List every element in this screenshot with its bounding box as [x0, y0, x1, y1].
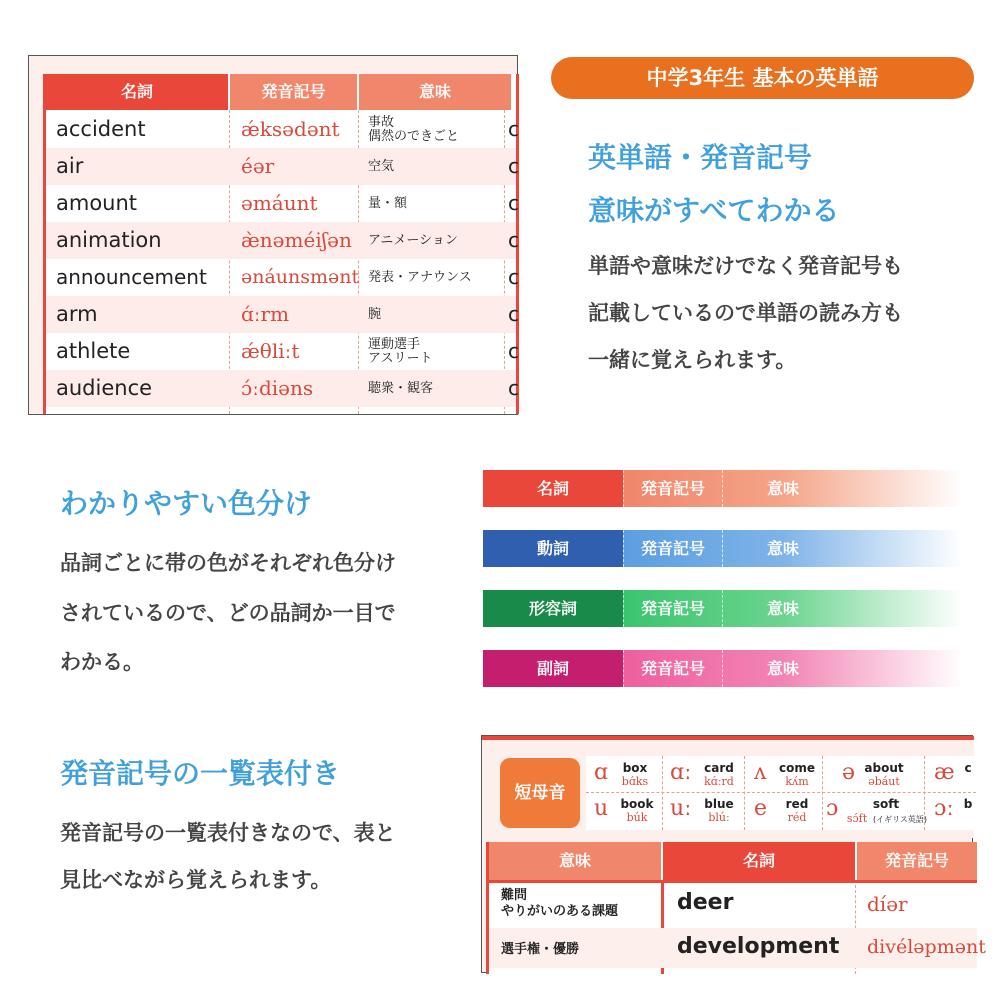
vowel-symbol: uː — [670, 796, 692, 821]
grid-divider — [586, 792, 976, 793]
table-row — [46, 111, 519, 148]
adverb-band — [483, 650, 983, 687]
grid-divider — [744, 756, 745, 830]
next-column-text: c — [508, 117, 519, 141]
vowel-example-ipa: bɑ́ks — [621, 775, 649, 788]
next-column-text: c — [508, 376, 519, 400]
pronunciation: æ̀nəméiʃən — [241, 228, 352, 252]
next-column-text: c — [508, 191, 519, 215]
vowel-symbol: e — [754, 796, 768, 821]
band-meaning-label: 意味 — [766, 539, 799, 558]
header-noun: 名詞 — [46, 74, 228, 110]
meaning: 運動選手 アスリート — [368, 336, 433, 366]
band-pos-label: 形容詞 — [528, 599, 577, 618]
vowel-symbol: ɑː — [670, 760, 692, 785]
pronunciation: ǽθliːt — [241, 339, 300, 363]
section3-body-line1: 発音記号の一覧表付きなので、表と — [60, 821, 396, 845]
vowel-example-word: blue — [704, 797, 734, 811]
band-pron-label: 発音記号 — [623, 470, 723, 507]
band-pos-label: 名詞 — [536, 479, 569, 498]
word: announcement — [56, 265, 207, 289]
section1-title-line2: 意味がすべてわかる — [588, 194, 840, 227]
next-column-text: c — [508, 302, 519, 326]
meaning: 聴衆・観客 — [368, 380, 434, 396]
vowel-example-word: come — [779, 761, 815, 775]
section2-body-line3: わかる。 — [60, 650, 144, 674]
vowel-example-ipa: kʌ́m — [785, 775, 809, 788]
noun-band — [483, 470, 983, 507]
short-vowel-label: 短母音 — [500, 758, 580, 828]
vowel-symbol: æ — [934, 760, 955, 785]
vowel-chart — [482, 736, 974, 838]
section1-body-line2: 記載しているので単語の読み方も — [588, 301, 903, 325]
vowel-example-note: (イギリス英語) — [872, 815, 928, 824]
word: arm — [56, 302, 98, 326]
pronunciation: éər — [241, 154, 275, 178]
section2-body-line1: 品詞ごとに帯の色がそれぞれ色分け — [60, 551, 396, 575]
vowel-symbol: ʌ — [754, 760, 767, 785]
band-meaning-label: 意味 — [766, 659, 799, 678]
pronunciation: ənáunsmənt — [241, 266, 360, 288]
word: athlete — [56, 339, 131, 363]
band-pron-label: 発音記号 — [623, 650, 723, 687]
next-column-text: c — [508, 228, 519, 252]
grid-divider — [662, 756, 663, 830]
meaning: 難問 やりがいのある課題 — [501, 888, 619, 919]
section1-body-line3: 一緒に覚えられます。 — [588, 348, 797, 372]
vowel-symbol: u — [594, 796, 609, 821]
pronunciation: ɑ́ːrm — [241, 302, 290, 326]
band-meaning-label: 意味 — [766, 599, 799, 618]
table-row — [46, 148, 519, 185]
vowel-symbol: ɔː — [934, 796, 954, 821]
verb-band — [483, 530, 983, 567]
word: audience — [56, 376, 153, 400]
band-pron-label: 発音記号 — [623, 590, 723, 627]
header-meaning: 意味 — [359, 74, 511, 110]
table-row — [46, 259, 519, 296]
meaning: 発表・アナウンス — [368, 269, 472, 285]
section1-title-line1: 英単語・発音記号 — [588, 141, 813, 174]
vowel-example-ipa: blúː — [708, 811, 730, 824]
meaning: 量・額 — [368, 195, 408, 211]
section3-title: 発音記号の一覧表付き — [60, 757, 341, 790]
band-pron-label: 発音記号 — [623, 530, 723, 567]
vowel-example-word: soft — [872, 797, 900, 811]
vowel-symbol: ɔ — [826, 796, 839, 821]
vowel-example-word: card — [704, 761, 734, 775]
vowel-example-word: b — [963, 797, 973, 811]
grid-divider — [822, 756, 823, 830]
vowel-example-ipa: sɔ́ft — [846, 812, 868, 825]
band-meaning-label: 意味 — [766, 479, 799, 498]
vocab-table — [43, 74, 519, 414]
table-row — [46, 370, 519, 407]
pronunciation: ɔ́ːdiəns — [241, 376, 314, 400]
pronunciation: ǽksədənt — [241, 117, 340, 141]
header-pronunciation: 発音記号 — [857, 842, 977, 880]
vowel-grid — [586, 756, 976, 830]
meaning: 空気 — [368, 158, 395, 174]
word: air — [56, 154, 84, 178]
pronunciation: divéləpmənt — [867, 936, 986, 958]
vowel-symbol: ɑ — [594, 760, 609, 785]
header-rule — [489, 880, 977, 883]
band-pos-label: 副詞 — [536, 659, 569, 678]
pronunciation: díər — [867, 892, 908, 916]
vowel-example-word: red — [785, 797, 809, 811]
section1-body-line1: 単語や意味だけでなく発音記号も — [588, 254, 903, 278]
grid-divider — [924, 756, 925, 830]
vowel-example-word: book — [620, 797, 654, 811]
table-row — [46, 296, 519, 333]
vowel-example-word: c — [964, 761, 972, 775]
word: accident — [56, 117, 146, 141]
pronunciation-table-image — [481, 735, 986, 973]
word-table — [486, 842, 986, 974]
table-row — [46, 222, 519, 259]
word: development — [677, 934, 840, 959]
header-pronunciation: 発音記号 — [230, 74, 357, 110]
word: animation — [56, 228, 162, 252]
vocab-table-image — [28, 55, 518, 415]
adjective-band — [483, 590, 983, 627]
meaning: アニメーション — [368, 232, 458, 248]
section2-title: わかりやすい色分け — [60, 487, 313, 520]
pronunciation: əmáunt — [241, 191, 318, 215]
meaning: 事故 偶然のできごと — [368, 114, 460, 144]
section2-body-line2: されているので、どの品詞か一目で — [60, 601, 396, 625]
meaning: 選手権・優勝 — [501, 942, 580, 957]
vowel-example-ipa: əbáut — [868, 775, 900, 788]
table-row — [46, 185, 519, 222]
meaning: 腕 — [368, 306, 382, 322]
next-column-text: c — [508, 339, 519, 363]
header-noun: 名詞 — [663, 842, 855, 880]
word: amount — [56, 191, 138, 215]
grade-title-pill: 中学3年生 基本の英単語 — [551, 57, 974, 99]
table-row — [46, 333, 519, 370]
next-column-text: c — [508, 154, 519, 178]
word: deer — [677, 890, 734, 915]
vowel-example-ipa: réd — [787, 811, 807, 824]
vowel-example-ipa: kɑ́ːrd — [704, 775, 734, 788]
vowel-example-ipa: búk — [626, 811, 648, 824]
vowel-example-word: box — [622, 761, 648, 775]
band-pos-label: 動詞 — [536, 539, 569, 558]
section3-body-line2: 見比べながら覚えられます。 — [60, 868, 332, 892]
vowel-symbol: ə — [842, 760, 856, 785]
next-column-text: c — [508, 265, 519, 289]
header-meaning: 意味 — [489, 842, 661, 880]
vowel-example-word: about — [864, 761, 904, 775]
